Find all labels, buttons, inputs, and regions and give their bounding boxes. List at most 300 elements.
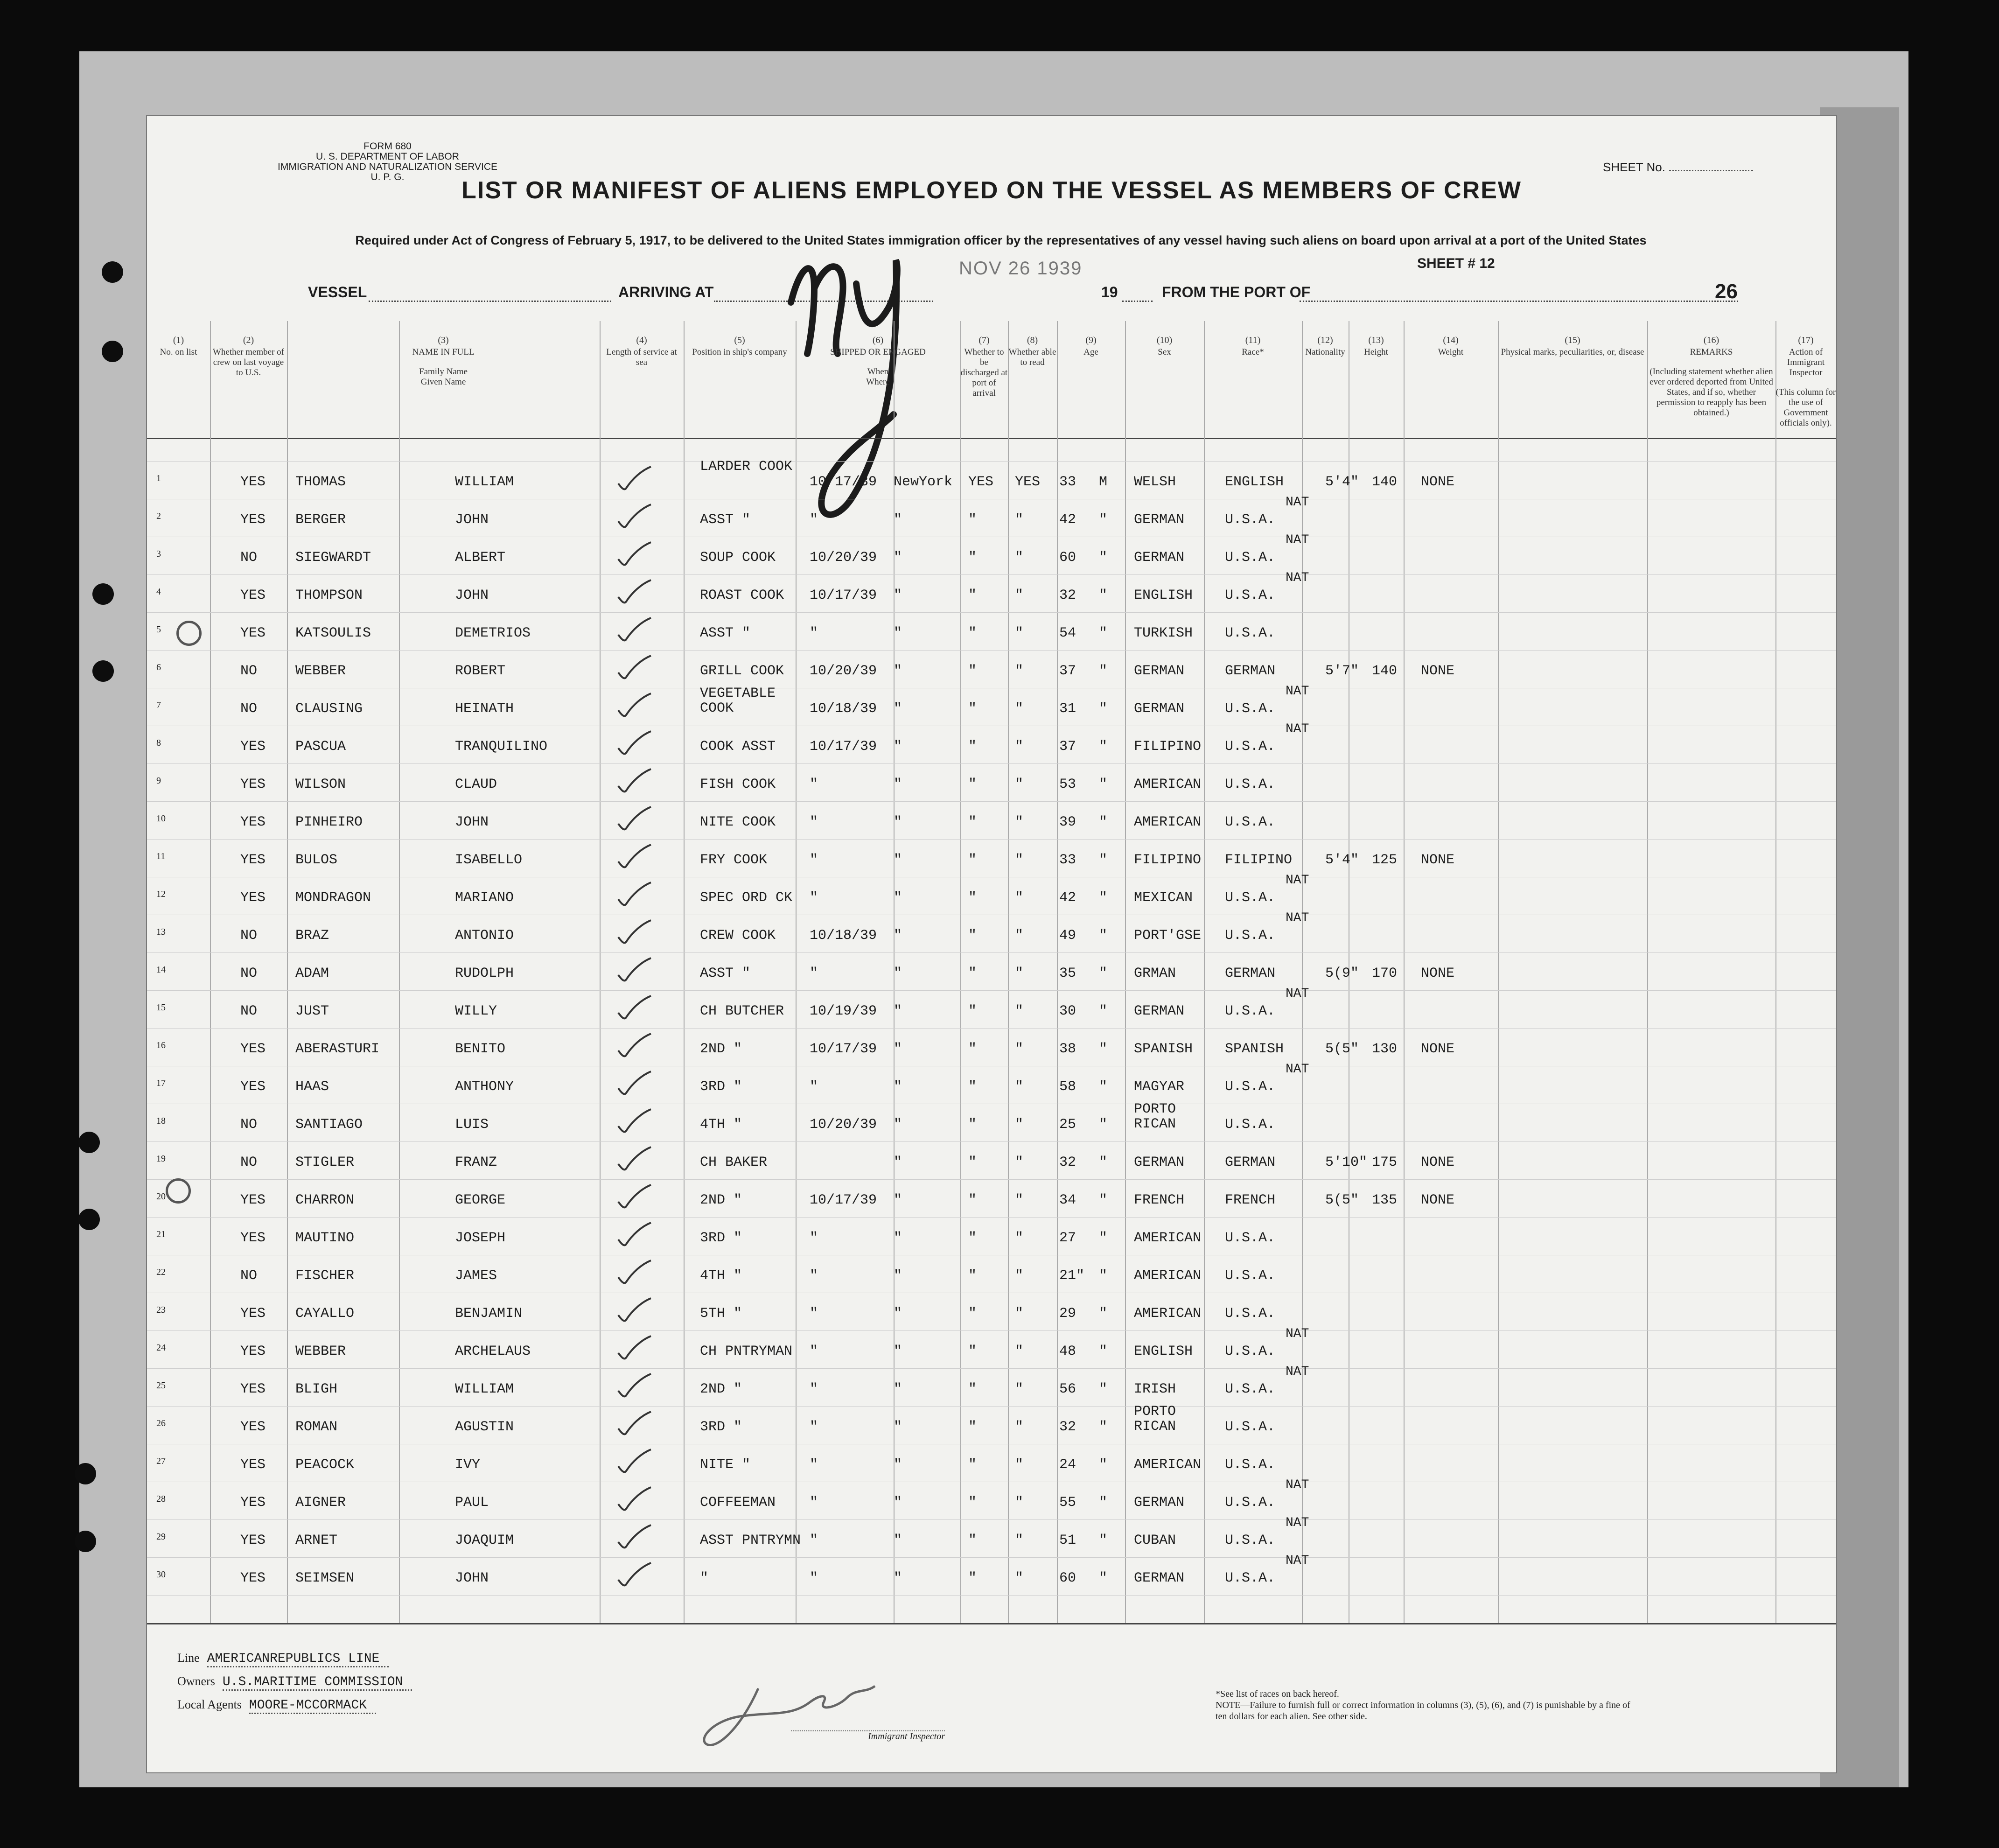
- discharged: ": [968, 890, 977, 906]
- shipped-when: 10/17/39: [810, 588, 877, 603]
- check-mark-icon: [616, 692, 653, 720]
- shipped-where: ": [894, 777, 902, 792]
- check-mark-icon: [616, 1485, 653, 1513]
- family-name: ADAM: [295, 966, 329, 981]
- age: 51: [1059, 1533, 1076, 1548]
- sex: ": [1099, 1041, 1108, 1057]
- discharged: ": [968, 928, 977, 944]
- able-to-read: ": [1015, 1117, 1024, 1133]
- nationality: GERMAN: [1225, 966, 1276, 981]
- check-mark-icon: [616, 729, 653, 757]
- date-stamp: NOV 26 1939: [959, 258, 1083, 279]
- shipped-where: ": [894, 663, 902, 679]
- column-header-11: [1204, 335, 1302, 357]
- row-number: 12: [156, 889, 166, 899]
- race: PORTO RICAN: [1134, 1101, 1176, 1132]
- column-number: (8): [1027, 335, 1038, 345]
- able-to-read: ": [1015, 777, 1024, 792]
- sex: ": [1099, 550, 1108, 566]
- table-row: [147, 1516, 1836, 1557]
- table-row: [147, 1444, 1836, 1482]
- table-row: [147, 873, 1836, 915]
- service-name: IMMIGRATION AND NATURALIZATION SERVICE: [278, 161, 497, 172]
- column-header-13: [1349, 335, 1404, 357]
- family-name: KATSOULIS: [295, 625, 371, 641]
- discharged: ": [968, 739, 977, 755]
- sex: ": [1099, 1306, 1108, 1322]
- position: SOUP COOK: [700, 550, 776, 566]
- given-name: IVY: [455, 1457, 481, 1473]
- age: 27: [1059, 1230, 1076, 1246]
- punch-hole: [102, 261, 123, 283]
- nationality: U.S.A.: [1225, 1381, 1276, 1397]
- position: NITE ": [700, 1457, 751, 1473]
- naturalized-mark: NAT: [1286, 873, 1309, 888]
- shipped-when: 10/18/39: [810, 701, 877, 717]
- discharged: ": [968, 1381, 977, 1397]
- row-number: 14: [156, 965, 166, 975]
- column-number: (5): [734, 335, 745, 345]
- discharged: ": [968, 1495, 977, 1511]
- position: FRY COOK: [700, 852, 768, 868]
- able-to-read: ": [1015, 1268, 1024, 1284]
- shipped-when: ": [810, 1079, 818, 1095]
- naturalized-mark: NAT: [1286, 571, 1309, 585]
- shipped-when: ": [810, 1533, 818, 1548]
- inspector-label: Immigrant Inspector: [791, 1730, 945, 1742]
- row-number: 17: [156, 1078, 166, 1088]
- weight: 130: [1372, 1041, 1398, 1057]
- shipped-where: ": [894, 928, 902, 944]
- check-mark-icon: [616, 805, 653, 833]
- family-name: FISCHER: [295, 1268, 355, 1284]
- vessel-blank: [369, 301, 611, 302]
- check-mark-icon: [616, 1372, 653, 1400]
- sex: ": [1099, 1495, 1108, 1511]
- position: 3RD ": [700, 1230, 742, 1246]
- column-header-4: [600, 335, 684, 368]
- crew-last-voyage: NO: [240, 550, 258, 566]
- table-row: [147, 839, 1836, 877]
- given-name: LUIS: [455, 1117, 489, 1133]
- nationality: U.S.A.: [1225, 1117, 1276, 1133]
- shipped-when: ": [810, 1268, 818, 1284]
- shipped-when: ": [810, 625, 818, 641]
- position: ROAST COOK: [700, 588, 784, 603]
- sheet-number-blank: [1669, 170, 1753, 171]
- able-to-read: ": [1015, 1495, 1024, 1511]
- race: GERMAN: [1134, 1495, 1185, 1511]
- position: GRILL COOK: [700, 663, 784, 679]
- shipped-where: ": [894, 625, 902, 641]
- column-number: (17): [1798, 335, 1814, 345]
- family-name: HAAS: [295, 1079, 329, 1095]
- punch-hole: [78, 1132, 100, 1153]
- naturalized-mark: NAT: [1286, 987, 1309, 1001]
- manifest-sheet: [147, 116, 1836, 1772]
- shipped-where: ": [894, 966, 902, 981]
- able-to-read: ": [1015, 1570, 1024, 1586]
- family-name: WEBBER: [295, 663, 346, 679]
- row-number: 8: [156, 738, 161, 748]
- crew-last-voyage: YES: [240, 1041, 266, 1057]
- position: VEGETABLE COOK: [700, 686, 776, 716]
- gpo-code: U. P. G.: [370, 172, 405, 182]
- family-name: PEACOCK: [295, 1457, 355, 1473]
- age: 25: [1059, 1117, 1076, 1133]
- row-number: 15: [156, 1002, 166, 1013]
- sex: ": [1099, 625, 1108, 641]
- age: 60: [1059, 1570, 1076, 1586]
- check-mark-icon: [616, 1523, 653, 1551]
- crew-last-voyage: NO: [240, 928, 258, 944]
- form-number: FORM 680: [363, 141, 412, 152]
- crew-last-voyage: YES: [240, 1079, 266, 1095]
- column-number: (1): [173, 335, 184, 345]
- owners-field: [177, 1674, 412, 1689]
- able-to-read: ": [1015, 550, 1024, 566]
- able-to-read: ": [1015, 701, 1024, 717]
- able-to-read: ": [1015, 739, 1024, 755]
- age: 35: [1059, 966, 1076, 981]
- shipped-where: ": [894, 1003, 902, 1019]
- nationality: U.S.A.: [1225, 1533, 1276, 1548]
- position: LARDER COOK: [700, 459, 793, 475]
- family-name: SANTIAGO: [295, 1117, 363, 1133]
- nationality: ENGLISH: [1225, 474, 1284, 490]
- nationality: U.S.A.: [1225, 588, 1276, 603]
- position: COFFEEMAN: [700, 1495, 776, 1511]
- row-number: 7: [156, 700, 161, 710]
- able-to-read: ": [1015, 588, 1024, 603]
- given-name: PAUL: [455, 1495, 489, 1511]
- race: ENGLISH: [1134, 1344, 1193, 1359]
- shipped-when: ": [810, 1344, 818, 1359]
- page-number: 26: [1715, 280, 1738, 303]
- sex: ": [1099, 1155, 1108, 1170]
- weight: 140: [1372, 474, 1398, 490]
- check-mark-icon: [616, 1183, 653, 1211]
- check-mark-icon: [616, 918, 653, 946]
- table-row: [147, 533, 1836, 574]
- header-rule: [147, 438, 1836, 439]
- family-name: ROMAN: [295, 1419, 338, 1435]
- given-name: ROBERT: [455, 663, 506, 679]
- row-number: 24: [156, 1343, 166, 1353]
- row-number: 21: [156, 1229, 166, 1239]
- table-row: [147, 1293, 1836, 1330]
- page-subtitle: Required under Act of Congress of February 5, 1917, to be delivered to the United States immigration officer by the representatives of any vessel having such aliens on board upon arrival at a port of the United States: [355, 233, 1647, 247]
- given-name: AGUSTIN: [455, 1419, 514, 1435]
- check-mark-icon: [616, 654, 653, 682]
- shipped-where: ": [894, 1192, 902, 1208]
- shipped-when: ": [810, 1495, 818, 1511]
- position: NITE COOK: [700, 814, 776, 830]
- sex: ": [1099, 852, 1108, 868]
- race: PORT'GSE: [1134, 928, 1202, 944]
- able-to-read: ": [1015, 1041, 1024, 1057]
- agents-label: Local Agents: [177, 1698, 242, 1711]
- column-number: (12): [1317, 335, 1333, 345]
- given-name: ARCHELAUS: [455, 1344, 531, 1359]
- column-label: Whether member of crew on last voyage to U.S.: [213, 347, 284, 378]
- row-number: 11: [156, 851, 166, 861]
- physical-marks: NONE: [1421, 1192, 1455, 1208]
- row-number: 4: [156, 587, 161, 597]
- physical-marks: NONE: [1421, 663, 1455, 679]
- crew-last-voyage: YES: [240, 474, 266, 490]
- shipped-where: ": [894, 1457, 902, 1473]
- row-number: 28: [156, 1494, 166, 1504]
- age: 32: [1059, 1419, 1076, 1435]
- age: 32: [1059, 588, 1076, 603]
- crew-last-voyage: YES: [240, 512, 266, 528]
- age: 42: [1059, 512, 1076, 528]
- discharged: ": [968, 852, 977, 868]
- able-to-read: ": [1015, 1306, 1024, 1322]
- height: 5'7": [1325, 663, 1359, 679]
- shipped-when: 10/19/39: [810, 1003, 877, 1019]
- family-name: JUST: [295, 1003, 329, 1019]
- check-mark-icon: [616, 1107, 653, 1135]
- crew-last-voyage: YES: [240, 814, 266, 830]
- discharged: ": [968, 1041, 977, 1057]
- table-row: [147, 1327, 1836, 1368]
- naturalized-mark: NAT: [1286, 1062, 1309, 1077]
- shipped-where: ": [894, 1268, 902, 1284]
- weight: 125: [1372, 852, 1398, 868]
- owners-label: Owners: [177, 1674, 215, 1688]
- age: 33: [1059, 852, 1076, 868]
- table-row: [147, 612, 1836, 650]
- nationality: U.S.A.: [1225, 1079, 1276, 1095]
- check-mark-icon: [616, 1410, 653, 1438]
- row-number: 2: [156, 511, 161, 521]
- physical-marks: NONE: [1421, 1155, 1455, 1170]
- discharged: ": [968, 1117, 977, 1133]
- able-to-read: ": [1015, 1155, 1024, 1170]
- given-name: WILLIAM: [455, 1381, 514, 1397]
- race: AMERICAN: [1134, 814, 1202, 830]
- shipped-where: ": [894, 1041, 902, 1057]
- able-to-read: YES: [1015, 474, 1041, 490]
- position: COOK ASST: [700, 739, 776, 755]
- age: 24: [1059, 1457, 1076, 1473]
- crew-last-voyage: YES: [240, 852, 266, 868]
- column-header-12: [1302, 335, 1349, 357]
- shipped-when: ": [810, 852, 818, 868]
- crew-last-voyage: YES: [240, 1230, 266, 1246]
- shipped-where: ": [894, 1306, 902, 1322]
- sex: ": [1099, 1419, 1108, 1435]
- naturalized-mark: NAT: [1286, 911, 1309, 925]
- column-sublabel: Where: [866, 377, 890, 387]
- punch-hole: [75, 1531, 96, 1552]
- year-blank: [1122, 301, 1153, 302]
- nationality: U.S.A.: [1225, 1344, 1276, 1359]
- nationality: U.S.A.: [1225, 625, 1276, 641]
- position: 2ND ": [700, 1041, 742, 1057]
- shipped-when: ": [810, 512, 818, 528]
- age: 49: [1059, 928, 1076, 944]
- given-name: JOHN: [455, 1570, 489, 1586]
- given-name: BENJAMIN: [455, 1306, 523, 1322]
- crew-last-voyage: YES: [240, 1192, 266, 1208]
- check-mark-icon: [616, 881, 653, 909]
- discharged: ": [968, 588, 977, 603]
- table-row: [147, 1062, 1836, 1104]
- shipped-where: ": [894, 1079, 902, 1095]
- given-name: ANTHONY: [455, 1079, 514, 1095]
- weight: 175: [1372, 1155, 1398, 1170]
- age: 21": [1059, 1268, 1085, 1284]
- shipped-where: ": [894, 512, 902, 528]
- footer-rule: [147, 1623, 1836, 1624]
- row-number: 29: [156, 1532, 166, 1542]
- shipped-when: ": [810, 1457, 818, 1473]
- sex: ": [1099, 1268, 1108, 1284]
- given-name: JOHN: [455, 512, 489, 528]
- shipped-when: ": [810, 1419, 818, 1435]
- year-label: 19: [1101, 284, 1118, 301]
- height: 5'10": [1325, 1155, 1368, 1170]
- from-port-blank: [1300, 301, 1738, 302]
- race: GERMAN: [1134, 550, 1185, 566]
- table-row: [147, 1406, 1836, 1444]
- sheet-number-field: [1603, 160, 1753, 175]
- shipped-when: ": [810, 1230, 818, 1246]
- column-label: Physical marks, peculiarities, or, disease: [1501, 347, 1644, 357]
- family-name: MONDRAGON: [295, 890, 371, 906]
- table-row: [147, 1101, 1836, 1141]
- discharged: ": [968, 1533, 977, 1548]
- sex: ": [1099, 739, 1108, 755]
- given-name: JOHN: [455, 588, 489, 603]
- discharged: ": [968, 1192, 977, 1208]
- shipped-where: ": [894, 739, 902, 755]
- crew-last-voyage: NO: [240, 701, 258, 717]
- owners-value: U.S.MARITIME COMMISSION: [223, 1675, 412, 1691]
- vessel-label: VESSEL: [308, 284, 367, 301]
- check-mark-icon: [616, 956, 653, 984]
- given-name: ALBERT: [455, 550, 506, 566]
- manifest-header: [147, 116, 1836, 321]
- column-number: (16): [1703, 335, 1719, 345]
- shipped-where: ": [894, 890, 902, 906]
- row-number: 1: [156, 473, 161, 483]
- punch-hole: [102, 341, 123, 362]
- column-number: (9): [1085, 335, 1097, 345]
- naturalized-mark: NAT: [1286, 1365, 1309, 1379]
- nationality: U.S.A.: [1225, 890, 1276, 906]
- family-name: BLIGH: [295, 1381, 338, 1397]
- column-number: (11): [1245, 335, 1261, 345]
- discharged: ": [968, 625, 977, 641]
- column-header-14: [1404, 335, 1498, 357]
- nationality: U.S.A.: [1225, 1457, 1276, 1473]
- naturalized-mark: NAT: [1286, 1516, 1309, 1530]
- family-name: SIEGWARDT: [295, 550, 371, 566]
- race: CUBAN: [1134, 1533, 1176, 1548]
- sex: ": [1099, 588, 1108, 603]
- given-name: JAMES: [455, 1268, 497, 1284]
- given-name: BENITO: [455, 1041, 506, 1057]
- race: GERMAN: [1134, 663, 1185, 679]
- position: CH PNTRYMAN: [700, 1344, 793, 1359]
- shipped-when: ": [810, 1381, 818, 1397]
- sheet-number-handwritten: SHEET # 12: [1417, 256, 1495, 271]
- nationality: U.S.A.: [1225, 1306, 1276, 1322]
- race: MAGYAR: [1134, 1079, 1185, 1095]
- sex: ": [1099, 1344, 1108, 1359]
- position: 5TH ": [700, 1306, 742, 1322]
- race: MEXICAN: [1134, 890, 1193, 906]
- table-row: [147, 684, 1836, 726]
- discharged: ": [968, 966, 977, 981]
- table-row: [147, 952, 1836, 990]
- row-number: 22: [156, 1267, 166, 1277]
- given-name: WILLY: [455, 1003, 497, 1019]
- race: GERMAN: [1134, 1155, 1185, 1170]
- able-to-read: ": [1015, 663, 1024, 679]
- table-row: [147, 1028, 1836, 1066]
- shipped-when: ": [810, 777, 818, 792]
- column-number: (7): [979, 335, 990, 345]
- weight: 140: [1372, 663, 1398, 679]
- naturalized-mark: NAT: [1286, 1554, 1309, 1568]
- naturalized-mark: NAT: [1286, 684, 1309, 699]
- position: CREW COOK: [700, 928, 776, 944]
- age: 32: [1059, 1155, 1076, 1170]
- age: 58: [1059, 1079, 1076, 1095]
- row-rule: [147, 1595, 1836, 1596]
- check-mark-icon: [616, 767, 653, 795]
- column-label: No. on list: [160, 347, 197, 357]
- reinforcement-ring: [166, 1178, 191, 1204]
- able-to-read: ": [1015, 852, 1024, 868]
- family-name: THOMPSON: [295, 588, 363, 603]
- sex: ": [1099, 1079, 1108, 1095]
- check-mark-icon: [616, 1296, 653, 1324]
- position: 3RD ": [700, 1419, 742, 1435]
- department-name: U. S. DEPARTMENT OF LABOR: [316, 151, 459, 162]
- row-number: 18: [156, 1116, 166, 1126]
- column-number: (3): [438, 335, 449, 345]
- discharged: ": [968, 550, 977, 566]
- sex: ": [1099, 663, 1108, 679]
- column-label: Height: [1364, 347, 1388, 357]
- vessel-line: [308, 284, 1801, 307]
- given-name: MARIANO: [455, 890, 514, 906]
- able-to-read: ": [1015, 928, 1024, 944]
- discharged: ": [968, 1230, 977, 1246]
- table-row: [147, 1255, 1836, 1293]
- position: CH BUTCHER: [700, 1003, 784, 1019]
- column-header-5: [684, 335, 796, 357]
- crew-last-voyage: YES: [240, 1419, 266, 1435]
- discharged: ": [968, 1268, 977, 1284]
- table-row: [147, 801, 1836, 839]
- table-row: [147, 1365, 1836, 1406]
- column-number: (10): [1156, 335, 1173, 345]
- race: GERMAN: [1134, 512, 1185, 528]
- column-number: (6): [872, 335, 884, 345]
- shipped-where: ": [894, 588, 902, 603]
- position: ASST ": [700, 512, 751, 528]
- row-number: 27: [156, 1456, 166, 1466]
- column-number: (4): [636, 335, 647, 345]
- nationality: U.S.A.: [1225, 1230, 1276, 1246]
